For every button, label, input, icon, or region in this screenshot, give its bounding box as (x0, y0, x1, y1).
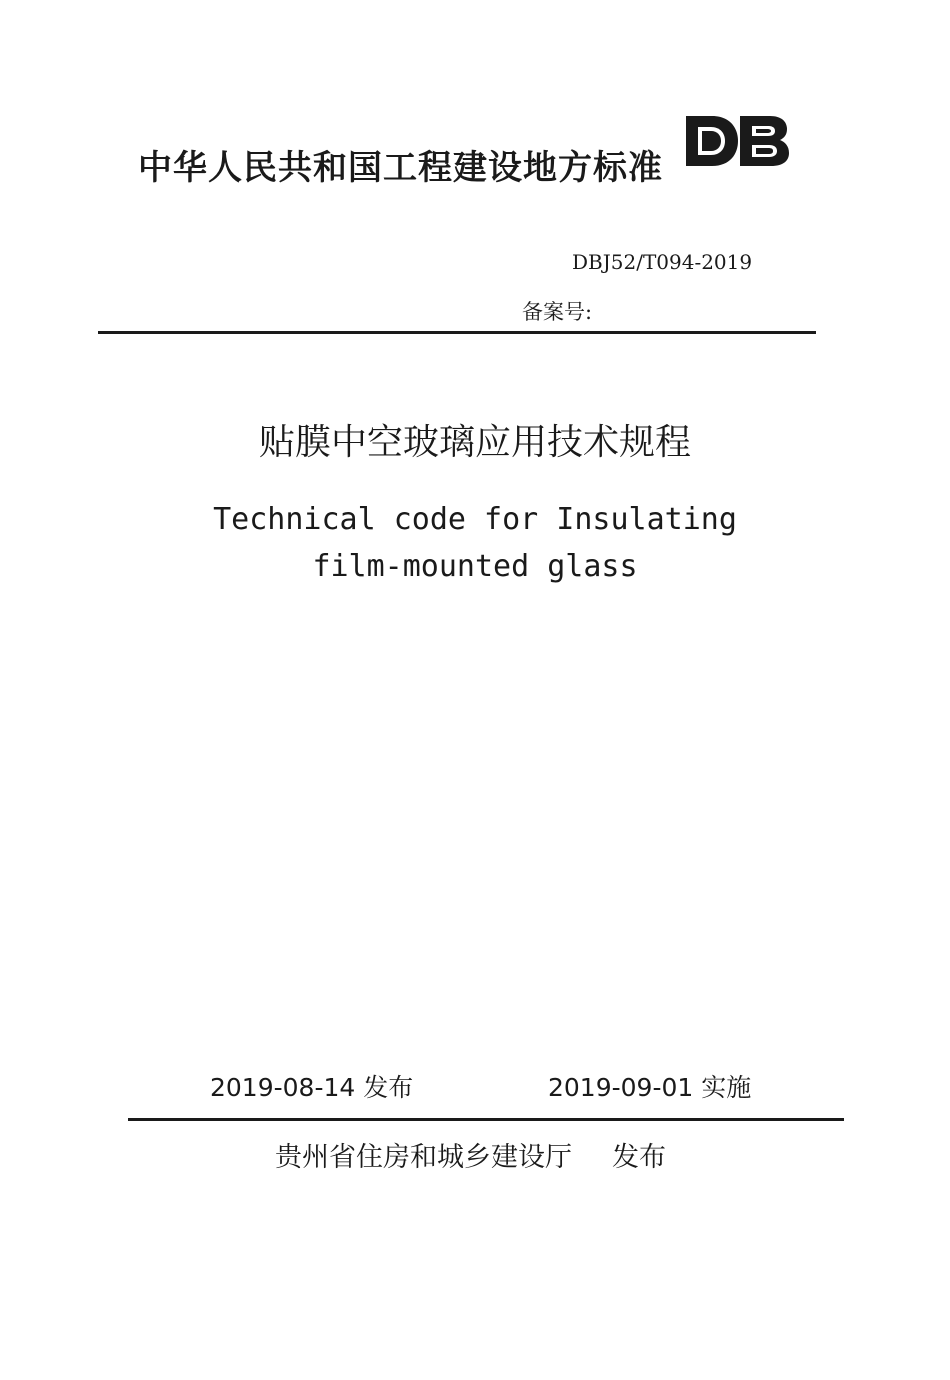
issue-date: 2019-08-14 发布 (210, 1073, 414, 1102)
bottom-divider (128, 1118, 844, 1121)
implementation-date: 2019-09-01 实施 (548, 1073, 752, 1102)
standard-number: DBJ52/T094-2019 (572, 250, 753, 274)
document-title-chinese: 贴膜中空玻璃应用技术规程 (258, 422, 691, 463)
issuing-action: 发布 (612, 1142, 666, 1173)
db-logo-letter-b (740, 116, 789, 166)
top-divider (98, 331, 816, 334)
db-logo-letter-d (686, 116, 738, 166)
db-logo (682, 112, 792, 170)
document-title-english-line-1: Technical code for Insulating (213, 502, 737, 537)
issuing-authority-name: 贵州省住房和城乡建设厅 (275, 1142, 572, 1173)
document-title-english-line-2: film-mounted glass (312, 549, 638, 584)
standard-category-title: 中华人民共和国工程建设地方标准 (138, 148, 663, 188)
issuing-authority (275, 1135, 666, 1174)
record-number-label: 备案号: (522, 300, 593, 324)
